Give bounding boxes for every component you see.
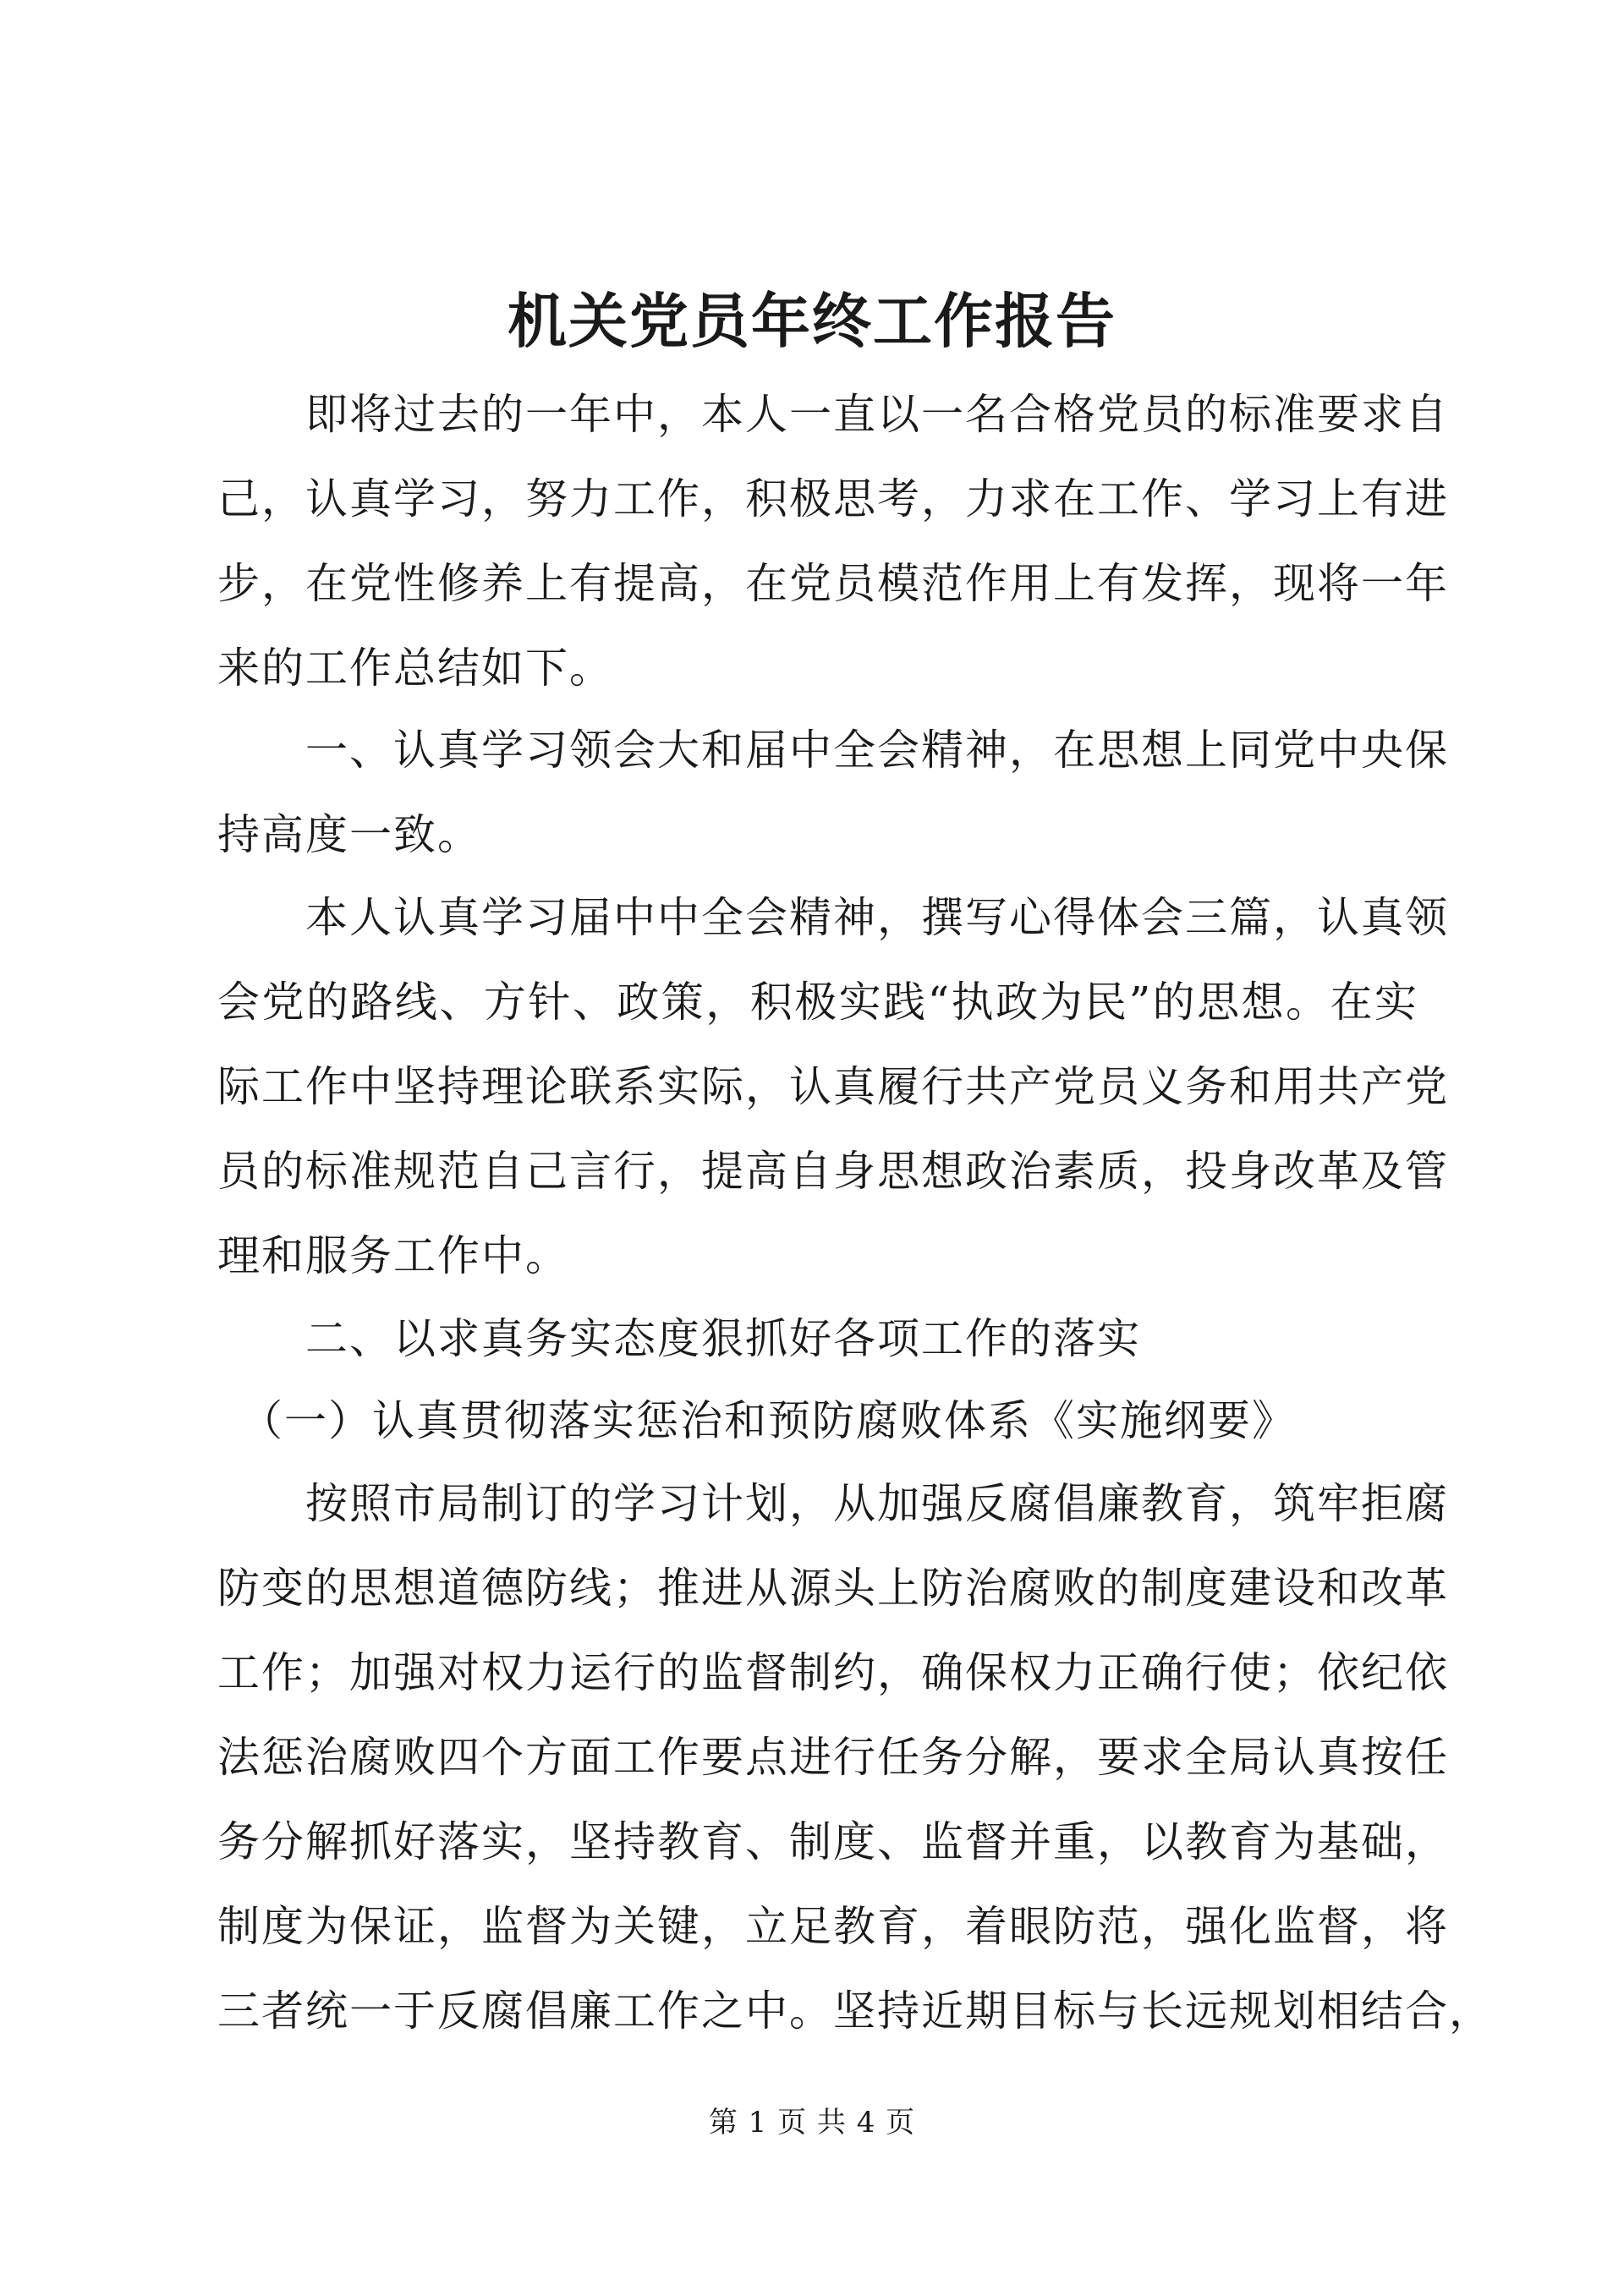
body-line: 步，在党性修养上有提高，在党员模范作用上有发挥，现将一年 <box>217 559 1449 608</box>
body-line: 己，认真学习，努力工作，积极思考，力求在工作、学习上有进 <box>217 474 1449 523</box>
body-line: 三者统一于反腐倡廉工作之中。坚持近期目标与长远规划相结合， <box>217 1986 1493 2036</box>
page-number-footer: 第 1 页 共 4 页 <box>708 2106 916 2140</box>
section-heading-2: 二、以求真务实态度狠抓好各项工作的落实 <box>217 1314 1141 1363</box>
body-line: 理和服务工作中。 <box>217 1231 569 1280</box>
subsection-heading: （一）认真贯彻落实惩治和预防腐败体系《实施纲要》 <box>217 1396 1296 1445</box>
body-line: 员的标准规范自己言行，提高自身思想政治素质，投身改革及管 <box>217 1147 1449 1196</box>
body-line: 务分解抓好落实，坚持教育、制度、监督并重，以教育为基础， <box>217 1817 1449 1866</box>
body-line: 本人认真学习届中中全会精神，撰写心得体会三篇，认真领 <box>217 893 1449 942</box>
body-line: 工作；加强对权力运行的监督制约，确保权力正确行使；依纪依 <box>217 1648 1449 1697</box>
body-line: 即将过去的一年中，本人一直以一名合格党员的标准要求自 <box>217 390 1449 439</box>
body-line: 际工作中坚持理论联系实际，认真履行共产党员义务和用共产党 <box>217 1062 1449 1111</box>
section-heading-1-line: 一、认真学习领会大和届中全会精神，在思想上同党中央保 <box>217 726 1449 775</box>
body-line: 会党的路线、方针、政策，积极实践“执政为民”的思想。在实 <box>217 978 1418 1027</box>
body-line: 按照市局制订的学习计划，从加强反腐倡廉教育，筑牢拒腐 <box>217 1479 1449 1528</box>
body-line: 来的工作总结如下。 <box>217 644 613 693</box>
body-line: 法惩治腐败四个方面工作要点进行任务分解，要求全局认真按任 <box>217 1733 1449 1782</box>
section-heading-1-line: 持高度一致。 <box>217 810 481 859</box>
body-line: 制度为保证，监督为关键，立足教育，着眼防范，强化监督，将 <box>217 1902 1449 1951</box>
document-title: 机关党员年终工作报告 <box>508 286 1116 356</box>
body-line: 防变的思想道德防线；推进从源头上防治腐败的制度建设和改革 <box>217 1564 1449 1613</box>
